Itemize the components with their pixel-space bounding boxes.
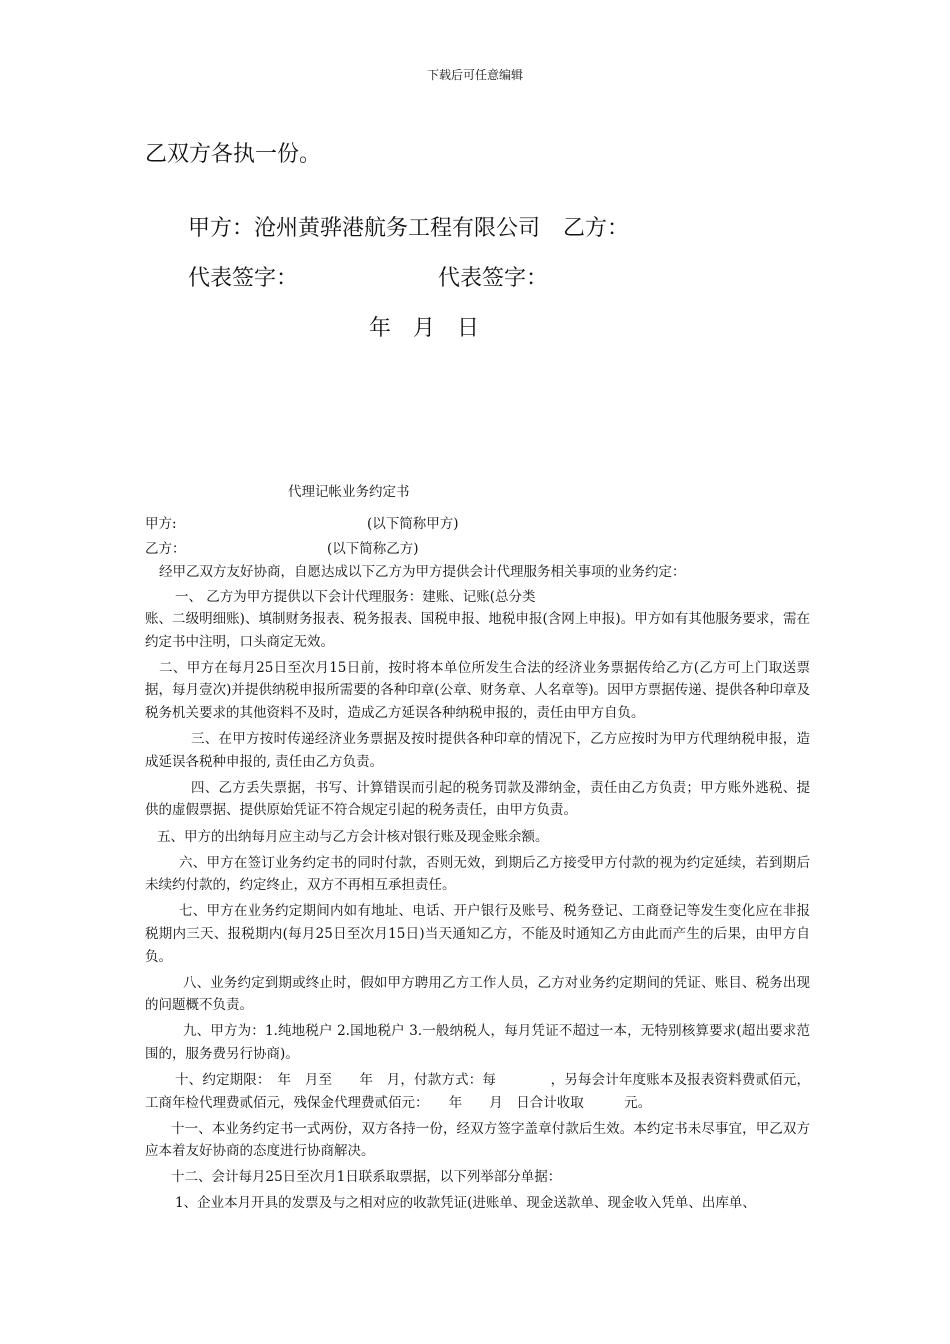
signature-date: 年 月 日: [369, 316, 480, 341]
paragraph-3: 三、在甲方按时传递经济业务票据及按时提供各种印章的情况下，乙方应按时为甲方代理纳税申报，造成延误各税种申报的, 责任由乙方负责。: [145, 731, 810, 770]
party-a-signature-line: 甲方：沧州黄骅港航务工程有限公司: [188, 216, 541, 241]
paragraph-1b: 账、二级明细账)、填制财务报表、税务报表、国税申报、地税申报(含网上申报)。甲方如有其他服务要求，需在约定书中注明，口头商定无效。: [145, 611, 810, 650]
party-b-suffix: (以下简称乙方): [327, 541, 419, 557]
rep-a-signature: 代表签字：: [188, 266, 299, 291]
paragraph-12-item-1: 1、企业本月开具的发票及与之相对应的收款凭证(进账单、现金送款单、现金收入凭单、出库单、: [175, 1195, 756, 1212]
paragraph-5: 五、甲方的出纳每月应主动与乙方会计核对银行账及现金账余额。: [157, 828, 549, 845]
header-note: 下载后可任意编辑: [426, 68, 523, 82]
contract-body: [145, 561, 810, 1219]
party-a-suffix: (以下简称甲方): [367, 516, 459, 532]
paragraph-9: 九、甲方为：1.纯地税户 2.国地税户 3.一般纳税人，每月凭证不超过一本，无特别核算要求(超出要求范围的，服务费另行协商)。: [145, 1023, 810, 1062]
party-b-signature-line: 乙方：: [563, 216, 630, 241]
paragraph-7: 七、甲方在业务约定期间内如有地址、电话、开户银行及账号、税务登记、工商登记等发生变化应在非报税期内三天、报税期内(每月25日至次月15日)当天通知乙方，不能及时通知乙方由此而产生的后果，由甲方自负。: [145, 903, 810, 965]
paragraph-12: 十二、会计每月25日至次月1日联系取票据，以下列举部分单据：: [171, 1169, 562, 1186]
contract-title: 代理记帐业务约定书: [288, 484, 410, 500]
party-b-label: 乙方：: [145, 541, 186, 557]
paragraph-intro: 经甲乙双方友好协商，自愿达成以下乙方为甲方提供会计代理服务相关事项的业务约定：: [159, 564, 686, 580]
paragraph-11: 十一、本业务约定书一式两份，双方各持一份，经双方签字盖章付款后生效。本约定书未尽事宜，甲乙双方应本着友好协商的态度进行协商解决。: [145, 1120, 810, 1160]
tail-line: 乙双方各执一份。: [145, 142, 322, 167]
party-a-label: 甲方:: [145, 516, 177, 532]
paragraph-8: 八、业务约定到期或终止时，假如甲方聘用乙方工作人员，乙方对业务约定期间的凭证、账目、税务出现的问题概不负责。: [145, 974, 810, 1014]
paragraph-1a: 一、 乙方为甲方提供以下会计代理服务：建账、记账(总分类: [175, 588, 536, 605]
paragraph-2: 二、甲方在每月25日至次月15日前，按时将本单位所发生合法的经济业务票据传给乙方(乙方可上门取送票据，每月壹次)并提供纳税申报所需要的各种印章(公章、财务章、人名章等)。因甲方票据传递、提供各种印章及税务机关要求的其他资料不及时，造成乙方延误各种纳税申报的，责任由甲方自负。: [145, 659, 810, 722]
paragraph-4: 四、乙方丢失票据，书写、计算错误而引起的税务罚款及滞纳金，责任由乙方负责；甲方账外逃税、提供的虚假票据、提供原始凭证不符合规定引起的税务责任，由甲方负责。: [145, 779, 810, 819]
paragraph-10: 十、约定期限： 年 月至 年 月，付款方式：每 ，另每会计年度账本及报表资料费贰佰元，工商年检代理费贰佰元，残保金代理费贰佰元： 年 月 日合计收取 元。: [145, 1071, 810, 1111]
rep-b-signature: 代表签字：: [438, 266, 549, 291]
paragraph-6: 六、甲方在签订业务约定书的同时付款，否则无效，到期后乙方接受甲方付款的视为约定延续，若到期后未续约付款的，约定终止，双方不再相互承担责任。: [145, 854, 810, 894]
